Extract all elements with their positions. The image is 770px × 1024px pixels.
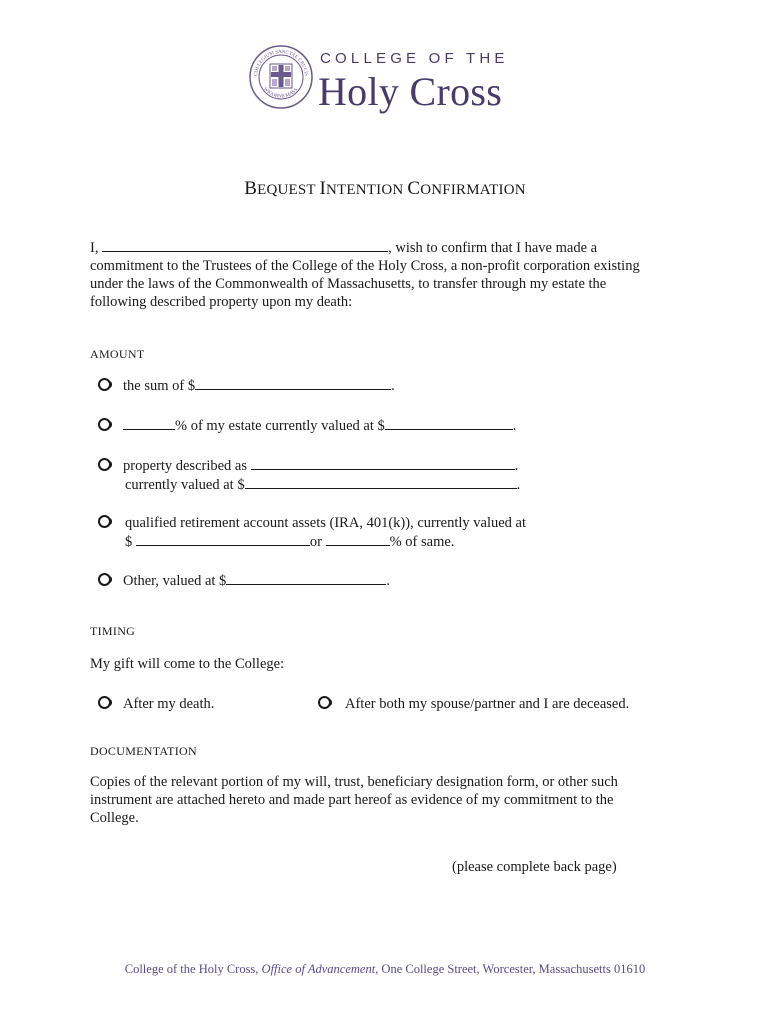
option-percent <box>123 417 516 435</box>
back-page-note: (please complete back page) <box>452 859 617 875</box>
option-retirement-value <box>125 533 454 551</box>
option-property-value <box>125 476 520 494</box>
timing-after-death-checkbox[interactable] <box>98 696 111 709</box>
timing-after-both: After both my spouse/partner and I are deceased. <box>345 696 630 712</box>
title-smallcaps: ONFIRMATION <box>420 182 526 198</box>
option-property-checkbox[interactable] <box>98 458 111 471</box>
title-initial: B <box>244 178 258 199</box>
option-retirement-or: or <box>309 534 326 550</box>
footer-address: , One College Street, Worcester, Massachusetts 01610 <box>375 962 646 976</box>
intro-line1-text: , wish to confirm that I have made a <box>388 240 598 256</box>
option-property <box>123 457 518 475</box>
property-description-field[interactable] <box>251 457 515 470</box>
amount-heading: AMOUNT <box>90 347 145 361</box>
documentation-line2: instrument are attached hereto and made part hereof as evidence of my commitment to the <box>90 792 614 808</box>
option-retirement-end: % of same. <box>389 534 455 550</box>
title-smallcaps: NTENTION <box>325 182 408 198</box>
donor-name-field[interactable] <box>102 239 388 252</box>
footer-college: College of the Holy Cross, <box>124 962 262 976</box>
estate-value-field[interactable] <box>385 417 513 430</box>
percent-field[interactable] <box>123 417 175 430</box>
option-percent-label: % of my estate currently valued at $ <box>175 418 385 434</box>
page-title <box>0 178 770 200</box>
intro-line3-text: under the laws of the Commonwealth of Massachusetts, to transfer through my estate the <box>90 276 607 292</box>
option-other-label: Other, valued at $ <box>123 573 227 589</box>
timing-after-death: After my death. <box>123 696 215 712</box>
college-seal-icon <box>248 44 314 110</box>
option-sum-end: . <box>391 378 395 394</box>
option-retirement-dollar: $ <box>125 534 136 550</box>
documentation-line1: Copies of the relevant portion of my will, trust, beneficiary designation form, or other such <box>90 774 618 790</box>
property-value-field[interactable] <box>245 476 517 489</box>
intro-prefix: I, <box>90 240 99 256</box>
option-percent-end: . <box>512 418 517 434</box>
option-sum-label: the sum of $ <box>123 378 196 394</box>
title-initial: C <box>407 178 421 199</box>
option-retirement-checkbox[interactable] <box>98 515 111 528</box>
documentation-paragraph <box>90 773 690 827</box>
timing-prompt: My gift will come to the College: <box>90 656 285 672</box>
intro-line2-text: commitment to the Trustees of the College of the Holy Cross, a non-profit corporation existing <box>90 258 640 274</box>
svg-text:COLLEGIUM SANCTAE CRUCIS: COLLEGIUM SANCTAE CRUCIS <box>253 49 309 77</box>
option-sum-checkbox[interactable] <box>98 378 111 391</box>
logo-holy-cross: Holy Cross <box>318 69 503 114</box>
title-initial: I <box>319 178 326 199</box>
other-value-field[interactable] <box>226 572 386 585</box>
logo-college-of-the: COLLEGE OF THE <box>320 50 509 67</box>
intro-line4-text: following described property upon my death: <box>90 294 353 310</box>
option-property-end: . <box>514 458 519 474</box>
retirement-percent-field[interactable] <box>326 533 390 546</box>
option-retirement: qualified retirement account assets (IRA, 401(k)), currently valued at <box>125 515 527 531</box>
documentation-heading: DOCUMENTATION <box>90 744 197 758</box>
page-footer <box>0 962 770 977</box>
title-smallcaps: EQUEST <box>257 182 320 198</box>
svg-text:WIGORNII MASS.: WIGORNII MASS. <box>262 86 301 100</box>
option-sum <box>123 377 395 395</box>
option-property-value-label: currently valued at $ <box>125 477 245 493</box>
retirement-value-field[interactable] <box>136 533 310 546</box>
option-property-label: property described as <box>123 458 251 474</box>
footer-office: Office of Advancement <box>261 962 376 976</box>
option-other-checkbox[interactable] <box>98 573 111 586</box>
sum-amount-field[interactable] <box>195 377 391 390</box>
documentation-line3: College. <box>90 810 139 826</box>
timing-heading: TIMING <box>90 624 136 638</box>
option-property-value-end: . <box>516 477 521 493</box>
option-percent-checkbox[interactable] <box>98 418 111 431</box>
timing-after-both-checkbox[interactable] <box>318 696 331 709</box>
option-other-end: . <box>386 573 390 589</box>
option-other <box>123 572 390 590</box>
intro-paragraph <box>90 239 690 311</box>
